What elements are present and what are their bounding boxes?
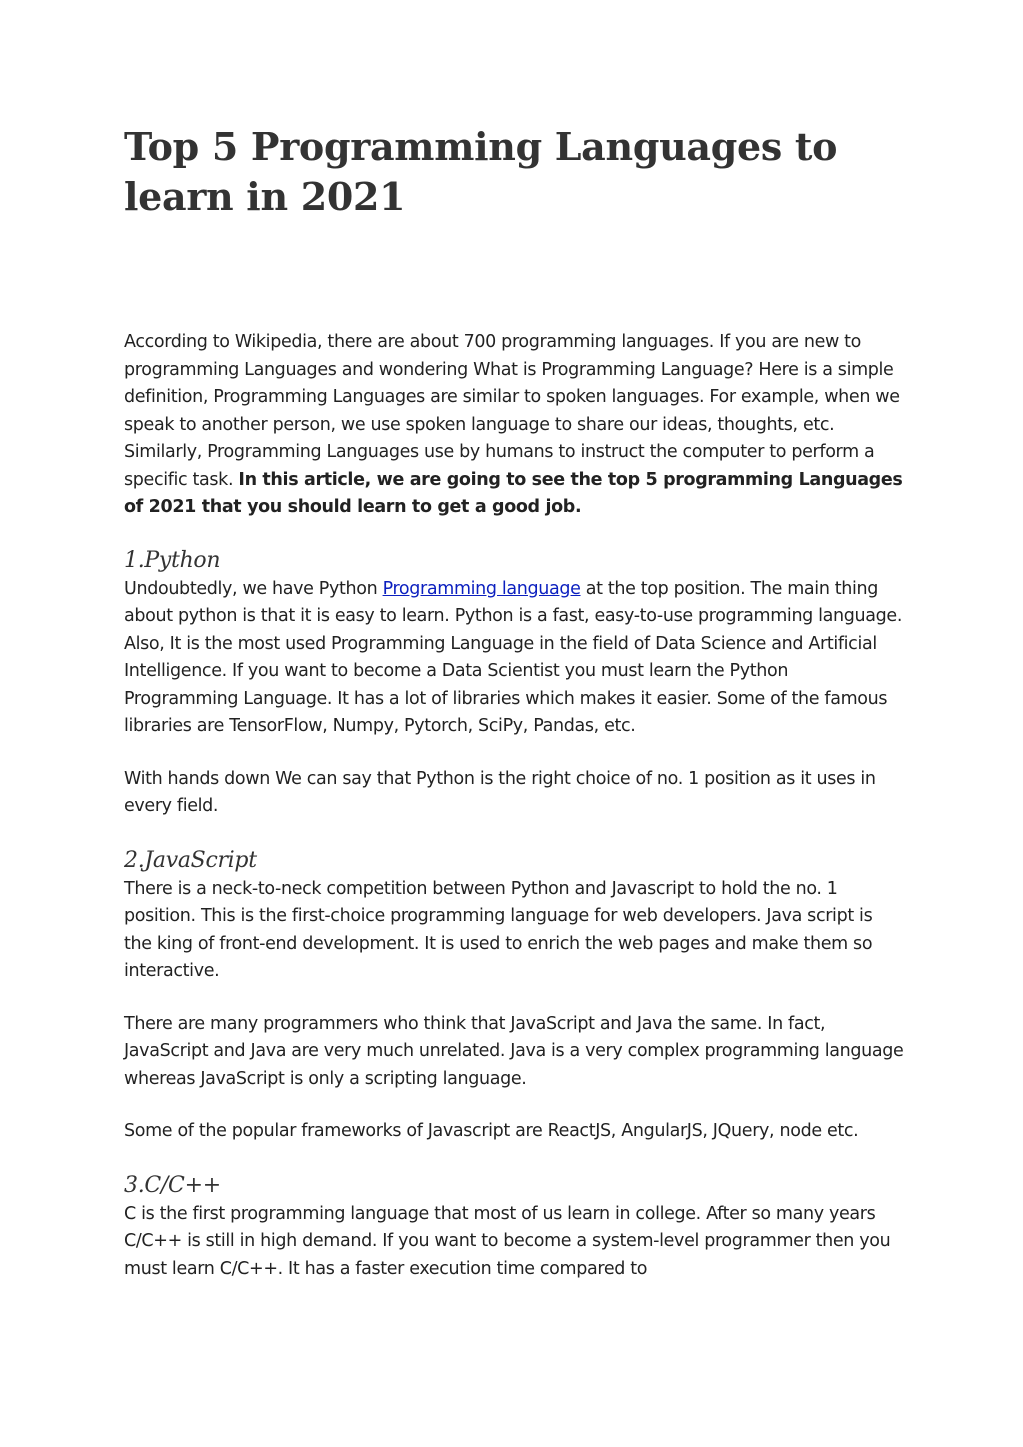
document-page [124, 122, 904, 1283]
cpp-paragraph-1: C is the first programming language that most of us learn in college. After so many years C/C++ is still in high demand. If you want to become a system-level programmer then you must learn C/C++. It has a faster execution time compared to [124, 1203, 891, 1279]
javascript-paragraph-1: There is a neck-to-neck competition between Python and Javascript to hold the no. 1 position. This is the first-choice programming language for web developers. Java script is the king of front-end development. It is used to enrich the web pages and make them so interactive. [124, 878, 873, 981]
python-paragraph-2: With hands down We can say that Python is the right choice of no. 1 position as it uses in every field. [124, 768, 876, 816]
cpp-heading: 3.C/C++ [124, 1172, 221, 1198]
javascript-paragraph-3: Some of the popular frameworks of Javascript are ReactJS, AngularJS, JQuery, node etc. [124, 1121, 859, 1141]
python-p1-before: Undoubtedly, we have Python [124, 578, 383, 599]
page-title: Top 5 Programming Languages to learn in 2021 [124, 124, 838, 219]
javascript-heading: 2.JavaScript [124, 847, 257, 873]
python-heading: 1.Python [124, 547, 221, 573]
javascript-paragraph-2: There are many programmers who think that JavaScript and Java the same. In fact, JavaScript and Java are very much unrelated. Java is a very complex programming language whereas JavaScript is only a scripting language. [124, 1013, 904, 1089]
python-paragraph-1 [124, 576, 904, 741]
intro-text: According to Wikipedia, there are about 700 programming languages. If you are new to programming Languages and wondering What is Programming Language? Here is a simple definition, Programming Languages are similar to spoken languages. For example, when we speak to another person, we use spoken language to share our ideas, thoughts, etc. Similarly, Programming Languages use by humans to instruct the computer to perform a specific task. [124, 332, 900, 490]
python-p1-after: at the top position. The main thing about python is that it is easy to learn. Python is a fast, easy-to-use programming language. Also, It is the most used Programming Language in the field of Data Science and Artificial Intelligence. If you want to become a Data Scientist you must learn the Python Programming Language. It has a lot of libraries which makes it easier. Some of the famous libraries are TensorFlow, Numpy, Pytorch, SciPy, Pandas, etc. [124, 578, 903, 736]
programming-language-link[interactable]: Programming language [382, 578, 581, 599]
intro-paragraph [124, 329, 904, 522]
intro-bold-text: In this article, we are going to see the top 5 programming Languages of 2021 that you should learn to get a good job. [124, 469, 903, 517]
